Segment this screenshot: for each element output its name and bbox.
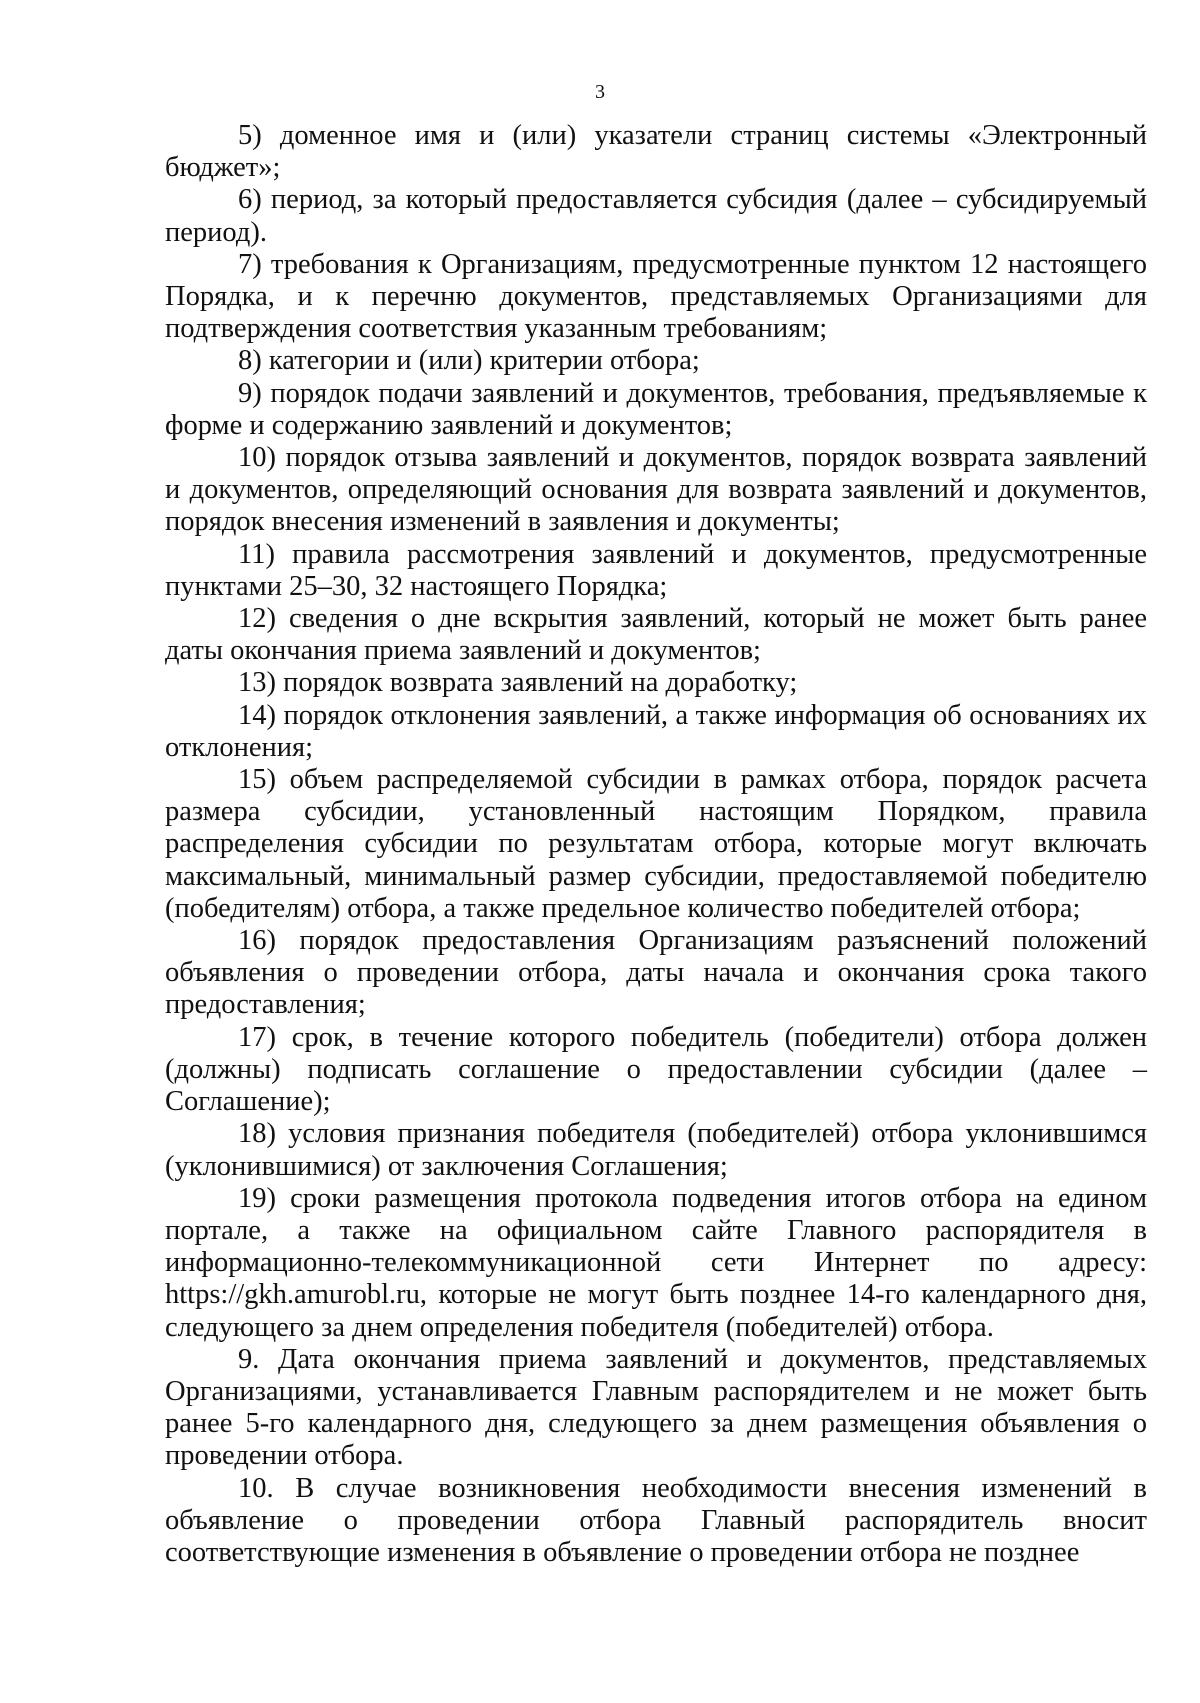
list-item-16: 16) порядок предоставления Организациям разъяснений положений объявления о проведении отбора, даты начала и окончания срока такого предоставления; xyxy=(165,925,1147,1021)
list-item-9: 9) порядок подачи заявлений и документов, требования, предъявляемые к форме и содержанию заявлений и документов; xyxy=(165,377,1147,441)
page-number: 3 xyxy=(595,81,605,103)
clause-9: 9. Дата окончания приема заявлений и документов, представляемых Организациями, устанавливается Главным распорядителем и не может быть ранее 5-го календарного дня, следующего за днем размещения объявления о проведении отбора. xyxy=(165,1343,1147,1472)
clause-10: 10. В случае возникновения необходимости внесения изменений в объявление о проведении отбора Главный распорядитель вносит соответствующие изменения в объявление о проведении отбора не позднее xyxy=(165,1472,1147,1568)
list-item-17: 17) срок, в течение которого победитель (победители) отбора должен (должны) подписать соглашение о предоставлении субсидии (далее – Соглашение); xyxy=(165,1021,1147,1118)
list-item-8: 8) категории и (или) критерии отбора; xyxy=(238,345,700,377)
list-item-14: 14) порядок отклонения заявлений, а также информация об основаниях их отклонения; xyxy=(165,699,1147,763)
list-item-11: 11) правила рассмотрения заявлений и документов, предусмотренные пунктами 25–30, 32 настоящего Порядка; xyxy=(165,538,1147,602)
list-item-13: 13) порядок возврата заявлений на доработку; xyxy=(238,667,798,699)
list-item-10: 10) порядок отзыва заявлений и документов, порядок возврата заявлений и документов, определяющий основания для возврата заявлений и документов, порядок внесения изменений в заявления и документы; xyxy=(165,442,1147,538)
list-item-15: 15) объем распределяемой субсидии в рамках отбора, порядок расчета размера субсидии, установленный настоящим Порядком, правила распределения субсидии по результатам отбора, которые могут включать максимальный, минимальный размер субсидии, предоставляемой победителю (победителям) отбора, а также предельное количество победителей отбора; xyxy=(165,764,1147,924)
list-item-5: 5) доменное имя и (или) указатели страниц системы «Электронный бюджет»; xyxy=(165,120,1147,184)
list-item-18: 18) условия признания победителя (победителей) отбора уклонившимся (уклонившимися) от заключения Соглашения; xyxy=(165,1118,1147,1182)
list-item-12: 12) сведения о дне вскрытия заявлений, который не может быть ранее даты окончания приема заявлений и документов; xyxy=(165,603,1147,667)
list-item-6: 6) период, за который предоставляется субсидия (далее – субсидируемый период). xyxy=(165,184,1147,248)
list-item-19: 19) сроки размещения протокола подведения итогов отбора на едином портале, а также на официальном сайте Главного распорядителя в информационно-телекоммуникационной сети Интернет по адресу: https://gkh.amurobl.ru, которые не могут быть позднее 14-го календарного дня, следующего за днем определения победителя (победителей) отбора. xyxy=(165,1182,1147,1343)
document-body xyxy=(165,120,1147,1569)
list-item-7: 7) требования к Организациям, предусмотренные пунктом 12 настоящего Порядка, и к перечню документов, представляемых Организациями для подтверждения соответствия указанным требованиям; xyxy=(165,248,1147,345)
